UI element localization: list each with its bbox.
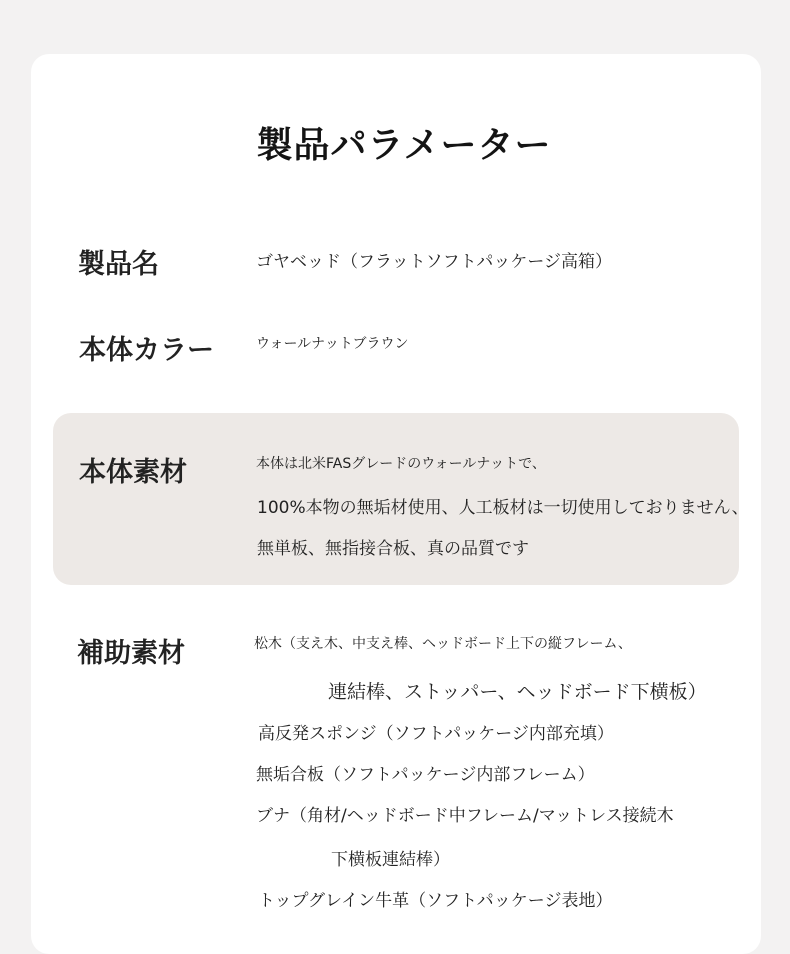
body-material-label: 本体素材 — [79, 457, 187, 488]
body-material-line-1: 本体は北米FASグレードのウォールナットで、 — [256, 456, 546, 472]
aux-material-line-4: 無垢合板（ソフトパッケージ内部フレーム） — [256, 765, 595, 785]
aux-material-label: 補助素材 — [77, 638, 185, 669]
aux-material-line-1: 松木（支え木、中支え棒、ヘッドボード上下の縦フレーム、 — [254, 636, 632, 652]
aux-material-line-7: トップグレイン牛革（ソフトパッケージ表地） — [258, 891, 613, 911]
page-title: 製品パラメーター — [256, 125, 552, 166]
aux-material-line-5: ブナ（角材/ヘッドボード中フレーム/マットレス接続木 — [256, 806, 674, 826]
body-material-line-3: 無単板、無指接合板、真の品質です — [257, 539, 529, 559]
product-name-label: 製品名 — [78, 249, 159, 280]
aux-material-line-3: 高反発スポンジ（ソフトパッケージ内部充填） — [258, 724, 614, 744]
product-name-value: ゴヤベッド（フラットソフトパッケージ高箱） — [256, 252, 612, 272]
aux-material-line-2: 連結棒、ストッパー、ヘッドボード下横板） — [328, 681, 707, 703]
body-color-label: 本体カラー — [79, 335, 214, 366]
body-color-value: ウォールナットブラウン — [256, 336, 409, 352]
body-material-line-2: 100%本物の無垢材使用、人工板材は一切使用しておりません、 — [257, 498, 749, 518]
aux-material-line-6: 下横板連結棒） — [331, 850, 450, 870]
